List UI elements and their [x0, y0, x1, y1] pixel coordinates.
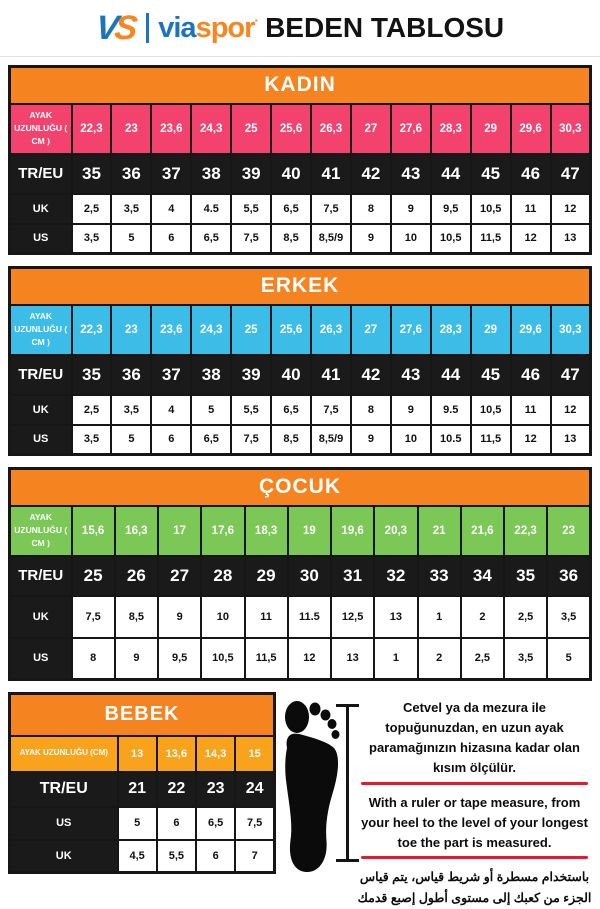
foot-length-value: 25,6	[271, 104, 311, 154]
size-value: 1	[374, 638, 417, 680]
foot-length-value: 24,3	[191, 104, 231, 154]
foot-length-value: 27	[351, 104, 391, 154]
size-value: 43	[391, 355, 431, 395]
size-value: 5,5	[231, 395, 271, 425]
size-value: 10	[391, 224, 431, 254]
size-value: 6	[196, 840, 235, 873]
size-value: 13	[551, 425, 591, 455]
size-value: 33	[418, 556, 461, 596]
size-value: 8	[351, 194, 391, 224]
size-value: 12	[511, 425, 551, 455]
foot-length-label-erkek: AYAK UZUNLUĞU ( CM )	[10, 305, 72, 355]
foot-length-value: 18,3	[245, 506, 288, 556]
size-value: 27	[158, 556, 201, 596]
size-value: 39	[231, 154, 271, 194]
size-value: 40	[271, 154, 311, 194]
size-value: 7,5	[231, 425, 271, 455]
foot-silhouette-icon	[282, 696, 340, 878]
size-value: 23	[196, 772, 235, 807]
foot-length-value: 22,3	[72, 305, 112, 355]
foot-length-label-bebek: AYAK UZUNLUĞU (CM)	[10, 736, 118, 772]
size-value: 41	[311, 355, 351, 395]
foot-length-label-kadin: AYAK UZUNLUĞU ( CM )	[10, 104, 72, 154]
row-label-uk: UK	[10, 840, 118, 873]
note-turkish: Cetvel ya da mezura ile topuğunuzdan, en uzun ayak paramağınızın hizasına kadar olan kısım ölçülür.	[369, 700, 580, 776]
size-value: 2,5	[461, 638, 504, 680]
size-value: 6,5	[271, 395, 311, 425]
size-value: 12	[288, 638, 331, 680]
size-value: 21	[118, 772, 157, 807]
foot-length-value: 22,3	[504, 506, 547, 556]
foot-length-value: 29,6	[511, 104, 551, 154]
size-value: 2,5	[72, 395, 112, 425]
logo-letter-v: V	[93, 8, 117, 47]
size-value: 8,5	[271, 224, 311, 254]
foot-length-value: 29	[471, 104, 511, 154]
size-value: 7,5	[72, 596, 115, 638]
size-value: 6,5	[271, 194, 311, 224]
size-value: 7,5	[311, 194, 351, 224]
size-value: 11	[511, 194, 551, 224]
size-value: 3,5	[72, 224, 112, 254]
foot-length-value: 24,3	[191, 305, 231, 355]
foot-length-value: 15,6	[72, 506, 115, 556]
size-table-host-erkek	[0, 266, 600, 456]
size-value: 4,5	[118, 840, 157, 873]
size-value: 10	[201, 596, 244, 638]
size-value: 3,5	[547, 596, 590, 638]
wordmark-via: via	[158, 11, 196, 44]
foot-length-label-cocuk: AYAK UZUNLUĞU ( CM )	[10, 506, 72, 556]
size-value: 6,5	[191, 224, 231, 254]
foot-length-value: 23	[547, 506, 590, 556]
size-table-cocuk	[8, 467, 592, 681]
size-value: 7,5	[231, 224, 271, 254]
row-label-uk: UK	[10, 194, 72, 224]
size-value: 5,5	[231, 194, 271, 224]
row-label-treu: TR/EU	[10, 556, 72, 596]
size-value: 47	[551, 355, 591, 395]
size-value: 5	[111, 224, 151, 254]
foot-length-value: 29	[471, 305, 511, 355]
size-value: 37	[151, 355, 191, 395]
size-value: 2	[418, 638, 461, 680]
size-value: 8,5	[115, 596, 158, 638]
row-label-us: US	[10, 807, 118, 840]
foot-length-value: 21	[418, 506, 461, 556]
size-value: 39	[231, 355, 271, 395]
size-value: 10,5	[471, 194, 511, 224]
size-value: 47	[551, 154, 591, 194]
size-value: 2,5	[504, 596, 547, 638]
size-value: 7,5	[311, 395, 351, 425]
row-label-treu: TR/EU	[10, 355, 72, 395]
bottom-row	[8, 692, 594, 909]
size-value: 9	[391, 395, 431, 425]
size-value: 37	[151, 154, 191, 194]
foot-length-value: 27	[351, 305, 391, 355]
row-label-treu: TR/EU	[10, 154, 72, 194]
foot-length-value: 30,3	[551, 104, 591, 154]
foot-length-value: 25	[231, 104, 271, 154]
measurement-note	[355, 692, 594, 909]
measure-line-icon	[346, 704, 349, 862]
section-title-erkek: ERKEK	[10, 268, 591, 305]
size-value: 42	[351, 154, 391, 194]
row-label-us: US	[10, 224, 72, 254]
row-label-treu: TR/EU	[10, 772, 118, 807]
size-value: 35	[72, 355, 112, 395]
size-value: 2,5	[72, 194, 112, 224]
foot-length-value: 17,6	[201, 506, 244, 556]
size-value: 9.5	[431, 395, 471, 425]
size-value: 6,5	[191, 425, 231, 455]
size-value: 5	[118, 807, 157, 840]
size-value: 41	[311, 154, 351, 194]
size-value: 13	[374, 596, 417, 638]
size-value: 26	[115, 556, 158, 596]
foot-length-value: 22,3	[72, 104, 112, 154]
size-value: 35	[504, 556, 547, 596]
foot-measure-illustration	[276, 692, 355, 878]
size-value: 35	[72, 154, 112, 194]
size-value: 9,5	[431, 194, 471, 224]
size-value: 11.5	[288, 596, 331, 638]
size-value: 6	[157, 807, 196, 840]
wordmark-dot-icon: ·	[254, 11, 259, 28]
foot-length-value: 23,6	[151, 305, 191, 355]
size-value: 30	[288, 556, 331, 596]
viaspor-vs-logo-icon	[94, 9, 135, 48]
size-value: 7	[235, 840, 274, 873]
size-value: 46	[511, 355, 551, 395]
viaspor-wordmark	[158, 12, 258, 45]
size-value: 8	[72, 638, 115, 680]
foot-length-value: 15	[235, 736, 274, 772]
size-value: 44	[431, 154, 471, 194]
size-value: 6,5	[196, 807, 235, 840]
foot-length-value: 29,6	[511, 305, 551, 355]
size-value: 10,5	[471, 395, 511, 425]
wordmark-spor: spor	[195, 11, 255, 44]
size-value: 11,5	[471, 224, 511, 254]
size-value: 32	[374, 556, 417, 596]
size-value: 46	[511, 154, 551, 194]
size-value: 8,5/9	[311, 425, 351, 455]
section-title-cocuk: ÇOCUK	[10, 469, 591, 506]
foot-length-value: 21,6	[461, 506, 504, 556]
size-value: 40	[271, 355, 311, 395]
foot-length-value: 17	[158, 506, 201, 556]
size-value: 3,5	[111, 194, 151, 224]
size-value: 29	[245, 556, 288, 596]
size-value: 11	[245, 596, 288, 638]
foot-length-value: 26,3	[311, 305, 351, 355]
size-table-host-kadin	[0, 65, 600, 255]
foot-length-value: 13	[118, 736, 157, 772]
foot-length-value: 25	[231, 305, 271, 355]
note-english: With a ruler or tape measure, from your heel to the level of your longest toe the part is measured.	[361, 794, 588, 850]
size-value: 5	[191, 395, 231, 425]
foot-length-value: 23	[111, 104, 151, 154]
size-value: 9	[391, 194, 431, 224]
size-value: 28	[201, 556, 244, 596]
size-value: 5	[111, 425, 151, 455]
row-label-us: US	[10, 638, 72, 680]
size-value: 8	[351, 395, 391, 425]
size-value: 38	[191, 355, 231, 395]
size-value: 45	[471, 154, 511, 194]
foot-length-value: 25,6	[271, 305, 311, 355]
row-label-uk: UK	[10, 596, 72, 638]
foot-length-value: 27,6	[391, 305, 431, 355]
size-value: 24	[235, 772, 274, 807]
size-value: 45	[471, 355, 511, 395]
size-table-host-bebek	[8, 692, 276, 874]
size-value: 7,5	[235, 807, 274, 840]
size-value: 10,5	[201, 638, 244, 680]
foot-length-value: 28,3	[431, 305, 471, 355]
size-value: 2	[461, 596, 504, 638]
section-title-bebek: BEBEK	[10, 694, 275, 736]
foot-length-value: 26,3	[311, 104, 351, 154]
size-value: 31	[331, 556, 374, 596]
size-value: 43	[391, 154, 431, 194]
size-value: 36	[111, 355, 151, 395]
size-table-bebek	[8, 692, 276, 874]
size-value: 6	[151, 425, 191, 455]
size-value: 25	[72, 556, 115, 596]
size-table-kadin	[8, 65, 592, 255]
foot-length-value: 27,6	[391, 104, 431, 154]
size-table-erkek	[8, 266, 592, 456]
size-value: 6	[151, 224, 191, 254]
foot-length-value: 20,3	[374, 506, 417, 556]
row-label-uk: UK	[10, 395, 72, 425]
size-table-host-cocuk	[0, 467, 600, 681]
foot-length-value: 14,3	[196, 736, 235, 772]
size-value: 38	[191, 154, 231, 194]
size-value: 10	[391, 425, 431, 455]
note-arabic: باستخدام مسطرة أو شريط قياس، يتم قياس الجزء من كعبك إلى مستوى أطول إصبع قدمك	[357, 869, 592, 906]
size-value: 9	[158, 596, 201, 638]
size-value: 34	[461, 556, 504, 596]
size-value: 1	[418, 596, 461, 638]
size-value: 12,5	[331, 596, 374, 638]
red-underline-icon	[361, 856, 588, 859]
size-value: 13	[551, 224, 591, 254]
size-value: 36	[547, 556, 590, 596]
size-value: 44	[431, 355, 471, 395]
size-value: 3,5	[72, 425, 112, 455]
foot-length-value: 23,6	[151, 104, 191, 154]
size-value: 8,5	[271, 425, 311, 455]
size-value: 11	[511, 395, 551, 425]
foot-length-value: 23	[111, 305, 151, 355]
size-value: 4	[151, 395, 191, 425]
size-value: 12	[551, 395, 591, 425]
size-value: 9	[351, 425, 391, 455]
size-value: 42	[351, 355, 391, 395]
size-value: 12	[511, 224, 551, 254]
size-value: 12	[551, 194, 591, 224]
size-value: 4.5	[191, 194, 231, 224]
logo-separator-bar	[146, 13, 149, 43]
size-value: 5	[547, 638, 590, 680]
size-value: 11,5	[245, 638, 288, 680]
size-value: 4	[151, 194, 191, 224]
foot-length-value: 19,6	[331, 506, 374, 556]
size-value: 10,5	[431, 224, 471, 254]
size-value: 36	[111, 154, 151, 194]
size-value: 8,5/9	[311, 224, 351, 254]
size-value: 3,5	[111, 395, 151, 425]
foot-length-value: 28,3	[431, 104, 471, 154]
foot-length-value: 30,3	[551, 305, 591, 355]
size-value: 9,5	[158, 638, 201, 680]
size-value: 3,5	[504, 638, 547, 680]
red-underline-icon	[361, 782, 588, 785]
foot-length-value: 19	[288, 506, 331, 556]
foot-length-value: 13,6	[157, 736, 196, 772]
size-value: 9	[115, 638, 158, 680]
size-value: 13	[331, 638, 374, 680]
size-value: 9	[351, 224, 391, 254]
size-value: 11,5	[471, 425, 511, 455]
size-value: 10.5	[431, 425, 471, 455]
page-title: BEDEN TABLOSU	[265, 12, 505, 43]
foot-length-value: 16,3	[115, 506, 158, 556]
size-value: 5,5	[157, 840, 196, 873]
row-label-us: US	[10, 425, 72, 455]
page-header	[0, 0, 600, 57]
size-value: 22	[157, 772, 196, 807]
logo-letter-s: S	[112, 8, 136, 47]
section-title-kadin: KADIN	[10, 67, 591, 104]
